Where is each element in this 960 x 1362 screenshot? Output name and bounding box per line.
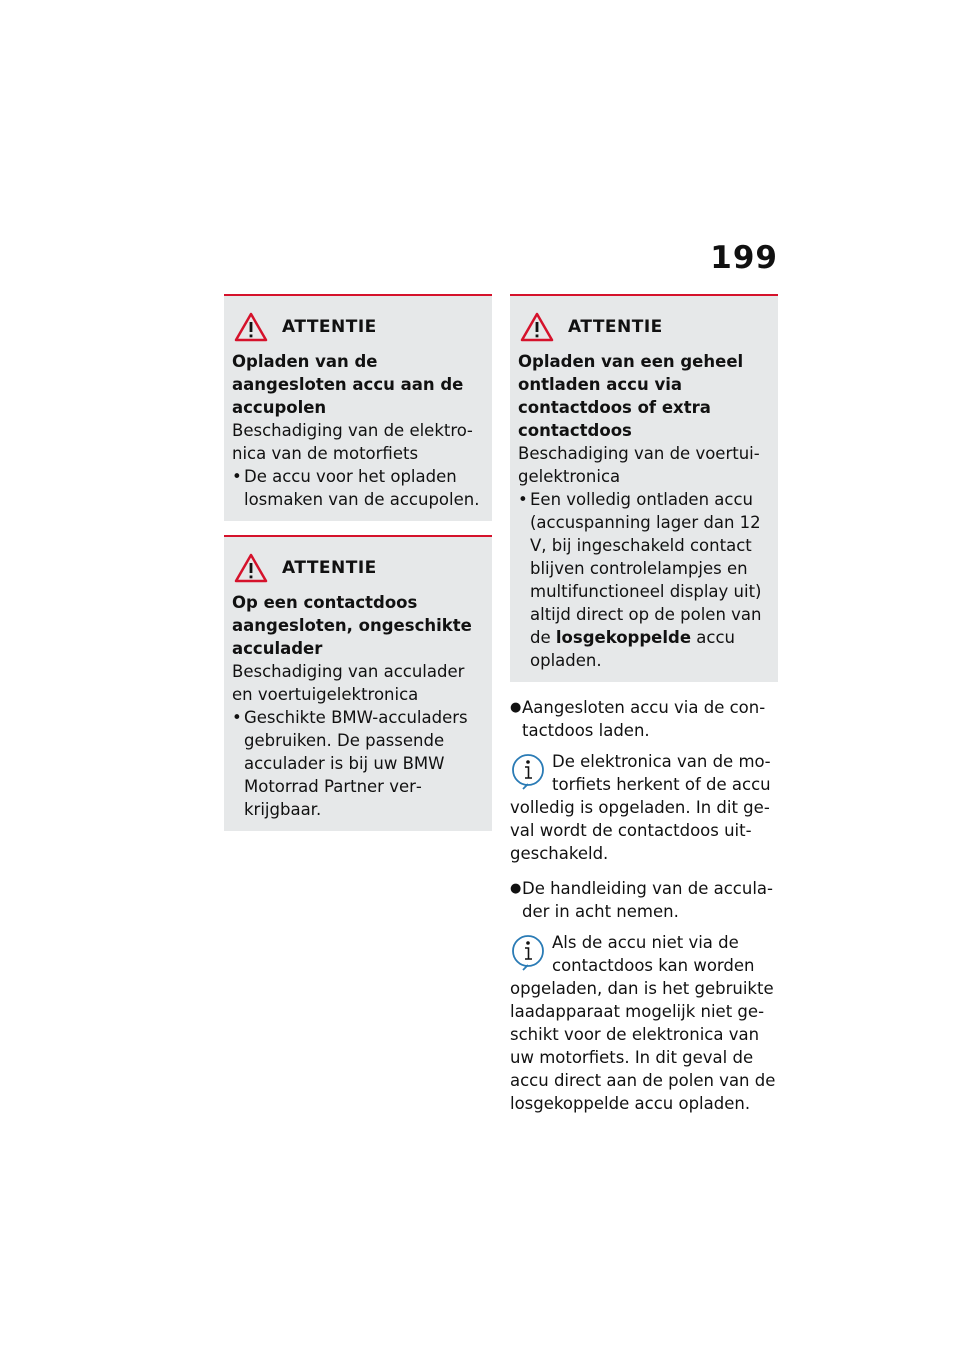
info-note [510,750,778,865]
bullet-dot: • [232,467,242,486]
warning-bullet [518,488,770,672]
warning-box [224,535,492,831]
bullet-text [530,488,770,672]
info-text: De elektronica van de motorfiets herkent of de accu volledig is opgeladen. In dit geval wordt de contactdoos uitgeschakeld. [510,752,771,863]
warning-triangle-icon [234,553,268,583]
left-column [224,294,492,845]
warning-box [510,294,778,682]
bullet-text-end: accu opladen. [530,628,735,670]
warning-label: ATTENTIE [282,317,377,337]
warning-label: ATTENTIE [568,317,663,337]
warning-bullet [232,465,484,511]
action-dot-icon: ● [510,881,522,896]
action-dot-icon: ● [510,700,522,715]
bullet-text-start: Een volledig ontladen accu (accuspanning lager dan 12 V, bij ingeschakeld contact blijven controlelampjes en multifunctioneel display uit) altijd direct op de polen van de [530,490,762,647]
page-number: 199 [710,240,778,276]
warning-triangle-icon [520,312,554,342]
warning-text: Beschadiging van acculader en voertuigelektronica [232,662,465,704]
warning-box [224,294,492,521]
warning-label: ATTENTIE [282,558,377,578]
info-icon [510,933,546,973]
action-text: Aangesloten accu via de contactdoos laden. [522,698,766,740]
warning-text: Beschadiging van de voertuigelektronica [518,444,760,486]
info-text: Als de accu niet via de contactdoos kan worden opgeladen, dan is het gebruikte laadapparaat mogelijk niet geschikt voor de elektronica van uw motorfiets. In dit geval de accu direct aan de polen van de losgekoppelde accu opladen. [510,933,776,1113]
warning-header [518,312,770,342]
action-step [510,696,778,742]
warning-text: Beschadiging van de elektronica van de motorfiets [232,421,473,463]
bullet-text: De accu voor het opladen losmaken van de accupolen. [244,467,480,509]
warning-title: Opladen van de aangesloten accu aan de accupolen [232,352,464,417]
warning-title: Opladen van een geheel ontladen accu via contactdoos of extra contactdoos [518,352,744,440]
action-text: De handleiding van de acculader in acht nemen. [522,879,773,921]
warning-header [232,553,484,583]
bullet-dot: • [518,490,528,509]
warning-triangle-icon [234,312,268,342]
bullet-text-bold: losgekoppelde [555,628,692,647]
info-note [510,931,778,1115]
right-column [510,294,778,1127]
action-step [510,877,778,923]
warning-title: Op een contactdoos aangesloten, ongeschikte acculader [232,593,472,658]
info-icon [510,752,546,792]
bullet-text: Geschikte BMW-acculaders gebruiken. De passende acculader is bij uw BMW Motorrad Partner verkrijgbaar. [244,708,468,819]
bullet-dot: • [232,708,242,727]
warning-header [232,312,484,342]
warning-bullet [232,706,484,821]
